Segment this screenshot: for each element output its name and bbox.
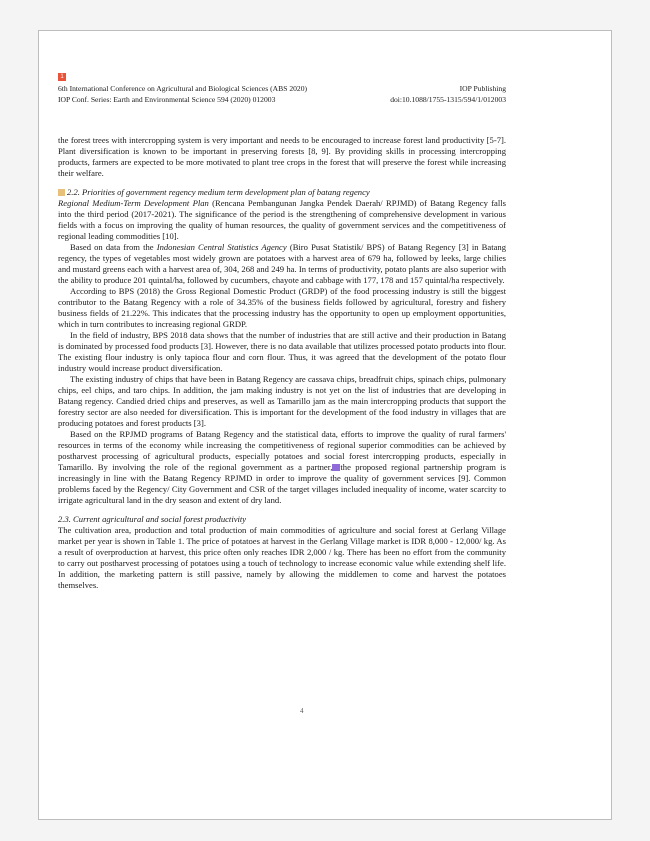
section-number: 2.2. [67, 187, 80, 197]
paragraph-text: (Rencana Pembangunan Jangka Pendek Daerah/ RPJMD) of Batang Regency falls into the third period (2017-2021). The significance of the period is the strengthening of comprehensive development in various fields with a focus on improving the quality of human resources, the quality of government services and the competitiveness of regional leading commodities [10]. [58, 198, 506, 241]
paragraph-text: Based on data from the [70, 242, 154, 252]
journal-citation: IOP Conf. Series: Earth and Environmental Science 594 (2020) 012003 [58, 95, 276, 104]
paragraph-bps-data [58, 242, 506, 286]
paragraph-grdp: According to BPS (2018) the Gross Regional Domestic Product (GRDP) of the food processing industry is still the biggest contributor to the Batang Regency with a role of 34.35% of the business fields followed by agricultural, forestry and fishery business fields of 21.22%. This indicates that the processing industry has the opportunity to open up employment opportunities, which in turn contributes to increasing regional GRDP. [58, 286, 506, 329]
conference-name: 6th International Conference on Agricultural and Biological Sciences (ABS 2020) [58, 84, 308, 93]
paragraph-productivity: The cultivation area, production and total production of main commodities of agriculture and social forest at Gerlang Village market per year is shown in Table 1. The price of potatoes at harvest in the Gerlang Village market is IDR 8,000 - 12,000/ kg. As a result of overproduction at harvest, this price often only reaches IDR 2,000 / kg. There has been no effort from the community to carry out postharvest processing of potatoes using a touch of technology to increase economic value while extending shelf life. In addition, the marketing pattern is still passive, namely by allowing the middlemen to come and harvest the potatoes themselves. [58, 525, 506, 590]
term-bps: Indonesian Central Statistics Agency [156, 242, 287, 252]
paragraph-rpjmd-programs [58, 429, 506, 506]
heading-marker [58, 189, 65, 196]
paragraph-intro: the forest trees with intercropping system is very important and needs to be encouraged to increase forest land productivity [5-7]. Plant diversification is known to be important in preserving forests [8, 9]. By providing skills in processing intercropping products, farmers are expected to be more motivated to plant tree crops in the forest that will preserve the forest while increasing their welfare. [58, 135, 506, 178]
paragraph-text: (Biro Pusat Statistik/ BPS) of Batang Regency [3] in Batang regency, the types of vegetables most widely grown are potatoes with a harvest area of 679 ha, followed by leeks, large chilies and mustard greens each with a harvest area of, 304, 268 and 249 ha. In terms of productivity, potato plants are also superior with the ability to produce 201 quintal/ha, followed by cucumbers, chayote and cabbage with 177, 178 and 157 quintal/ha respectively. [58, 242, 506, 285]
doi: doi:10.1088/1755-1315/594/1/012003 [390, 95, 506, 104]
page-number: 4 [300, 707, 304, 715]
section-number: 2.3. [58, 514, 71, 524]
term-rpjmd: Regional Medium-Term Development Plan [58, 198, 209, 208]
paper-body [58, 135, 506, 591]
running-header-line2 [58, 95, 506, 105]
paragraph-text: the proposed regional partnership program is increasingly in line with the Batang Regency RPJMD in order to improve the quality of government services [9]. Common problems faced by the Regency/ City Government and CSR of the target villages included inequality of income, water scarcity to irrigate agricultural land in the dry season and extent of dry land. [58, 462, 506, 505]
running-header-line1 [58, 84, 506, 94]
paragraph-chips: The existing industry of chips that have been in Batang Regency are cassava chips, breadfruit chips, spinach chips, pulmonary chips, eel chips, and taro chips. In addition, the jam making industry is not yet on the list of industries that are developing in Batang regency. Candied dried chips and preserves, as well as Tamarillo jam as the main intercropping products that support the forestry sector are also needed for diversification. This is important for the development of the food industry in villages that are producing potatoes and forest products [3]. [58, 374, 506, 428]
publisher: IOP Publishing [459, 84, 506, 93]
section-title: Current agricultural and social forest productivity [73, 514, 247, 524]
section-heading-2-2 [58, 187, 506, 198]
paragraph-text: Based on the RPJMD programs of Batang Regency and the statistical data, efforts to improve the quality of rural farmers' resources in terms of the economy while increasing the competitiveness of regional superior commodities can be achieved by postharvest processing of agricultural products, especially potatoes and social forest intercropping products, especially in Tamarillo. By involving the role of the regional government as a partner, [58, 429, 506, 472]
paragraph-industry: In the field of industry, BPS 2018 data shows that the number of industries that are still active and their production in Batang is dominated by processed food products [3]. However, there is no data available that utilizes processed potato products into flour. The existing flour industry is only tapioca flour and corn flour. Thus, it was agreed that the development of the potato flour industry would increase product diversification. [58, 330, 506, 373]
paragraph-rpjmd [58, 198, 506, 242]
annotation-badge[interactable]: 1 [58, 73, 66, 81]
section-title: Priorities of government regency medium term development plan of batang regency [82, 187, 370, 197]
section-heading-2-3 [58, 514, 506, 525]
